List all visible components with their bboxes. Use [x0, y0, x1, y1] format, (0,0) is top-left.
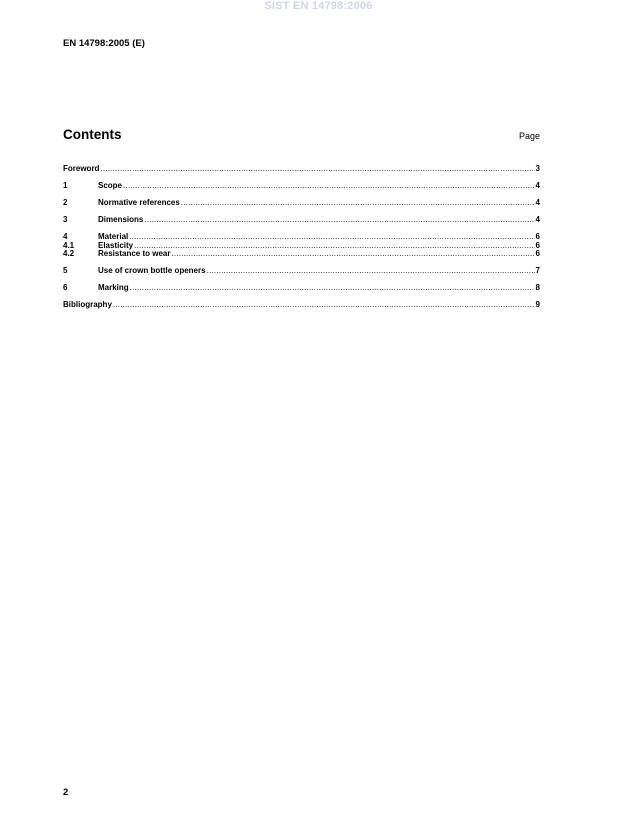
toc-leader-dots [134, 242, 534, 251]
toc-entry-title: Scope [98, 181, 123, 190]
toc-entry-resistance-to-wear[interactable] [63, 250, 540, 259]
toc-leader-dots [144, 216, 534, 225]
toc-entry-title: Resistance to wear [98, 249, 171, 258]
toc-entry-page: 6 [535, 240, 540, 250]
toc-entry-title: Bibliography [63, 300, 112, 309]
toc-entry-title: Dimensions [98, 215, 144, 224]
toc-leader-dots [100, 165, 534, 174]
toc-entry-foreword[interactable] [63, 165, 540, 174]
toc-entry-number: 4.2 [63, 249, 75, 258]
toc-entry-page: 6 [535, 232, 540, 241]
page-number: 2 [63, 787, 69, 798]
toc-entry-bibliography[interactable] [63, 301, 540, 310]
toc-entry-title: Use of crown bottle openers [98, 266, 206, 275]
watermark: SIST EN 14798:2006 [264, 0, 373, 12]
toc-entry-page: 7 [535, 266, 540, 275]
toc-leader-dots [171, 250, 534, 259]
toc-entry-title: Elasticity [98, 240, 134, 250]
toc-entry-title: Material [98, 232, 129, 241]
toc-entry-number: 1 [63, 181, 68, 190]
toc-entry-number: 4.1 [63, 240, 75, 250]
page-column-label: Page [518, 131, 540, 141]
toc-entry-number: 3 [63, 215, 68, 224]
toc-entry-page: 8 [535, 283, 540, 292]
toc-leader-dots [181, 199, 535, 208]
toc-entry-title: Foreword [63, 164, 100, 173]
table-of-contents [63, 165, 540, 310]
toc-leader-dots [113, 301, 535, 310]
toc-entry-material[interactable] [63, 233, 540, 242]
toc-entry-title: Normative references [98, 198, 180, 207]
toc-entry-page: 9 [535, 300, 540, 309]
toc-entry-number: 5 [63, 266, 68, 275]
document-id: EN 14798:2005 (E) [63, 38, 145, 49]
toc-leader-dots [123, 182, 535, 191]
toc-entry-use-of-crown-bottle-openers[interactable] [63, 267, 540, 276]
toc-entry-number: 4 [63, 232, 68, 241]
toc-entry-title: Marking [98, 283, 129, 292]
toc-entry-page: 6 [535, 249, 540, 258]
toc-entry-page: 4 [535, 215, 540, 224]
toc-leader-dots [129, 233, 534, 242]
toc-entry-page: 4 [535, 198, 540, 207]
toc-entry-marking[interactable] [63, 284, 540, 293]
toc-entry-normative-references[interactable] [63, 199, 540, 208]
toc-entry-page: 4 [535, 181, 540, 190]
toc-entry-dimensions[interactable] [63, 216, 540, 225]
toc-entry-scope[interactable] [63, 182, 540, 191]
toc-leader-dots [130, 284, 535, 293]
contents-heading: Contents [63, 127, 122, 142]
toc-leader-dots [207, 267, 535, 276]
toc-entry-number: 6 [63, 283, 68, 292]
toc-entry-number: 2 [63, 198, 68, 207]
toc-entry-page: 3 [535, 164, 540, 173]
